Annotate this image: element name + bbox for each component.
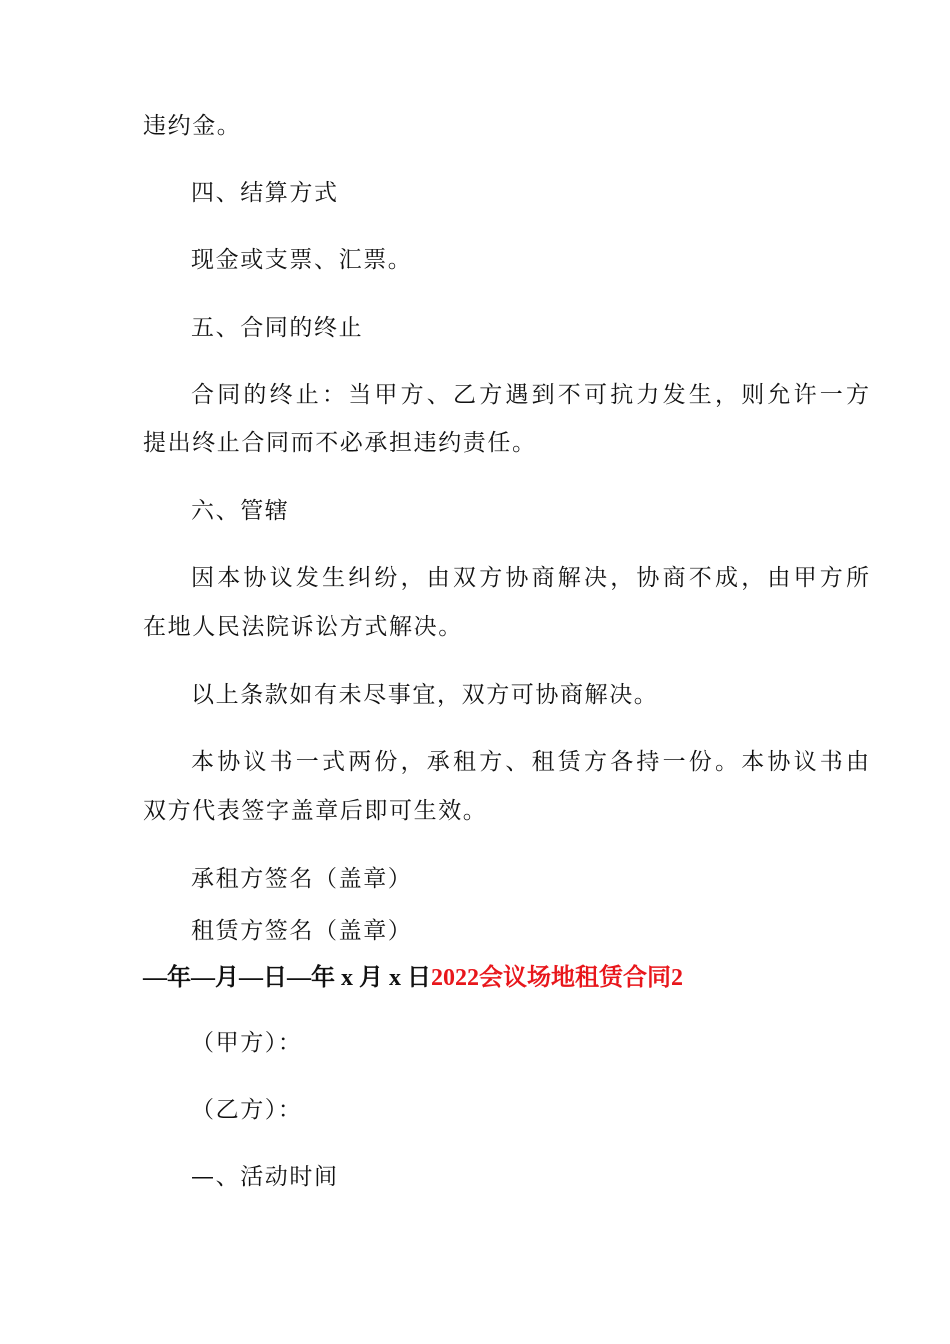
section-heading-activity-time: —、活动时间	[191, 1164, 339, 1190]
paragraph-copies-line2: 双方代表签字盖章后即可生效。	[143, 798, 488, 824]
paragraph-penalty-end: 违约金。	[143, 113, 242, 139]
paragraph-unresolved-matters: 以上条款如有未尽事宜，双方可协商解决。	[191, 682, 659, 708]
paragraph-settlement: 现金或支票、汇票。	[191, 247, 413, 273]
heading-date: —年—月—日—年 x 月 x 日	[143, 965, 431, 991]
paragraph-jurisdiction-line2: 在地人民法院诉讼方式解决。	[143, 614, 463, 640]
contract-heading	[143, 962, 683, 994]
section-heading-termination: 五、合同的终止	[191, 315, 364, 341]
section-heading-settlement: 四、结算方式	[191, 180, 339, 206]
section-heading-jurisdiction: 六、管辖	[191, 498, 290, 524]
paragraph-termination-line1: 合同的终止：当甲方、乙方遇到不可抗力发生，则允许一方	[191, 382, 873, 408]
signature-lessee: 承租方签名（盖章）	[191, 866, 413, 892]
signature-lessor: 租赁方签名（盖章）	[191, 918, 413, 944]
paragraph-copies-line1: 本协议书一式两份，承租方、租赁方各持一份。本协议书由	[191, 749, 873, 775]
party-a-label: （甲方）：	[191, 1030, 303, 1056]
paragraph-termination-line2: 提出终止合同而不必承担违约责任。	[143, 430, 537, 456]
heading-title: 2022会议场地租赁合同2	[431, 965, 683, 991]
party-b-label: （乙方）：	[191, 1097, 303, 1123]
paragraph-jurisdiction-line1: 因本协议发生纠纷，由双方协商解决，协商不成，由甲方所	[191, 565, 873, 591]
